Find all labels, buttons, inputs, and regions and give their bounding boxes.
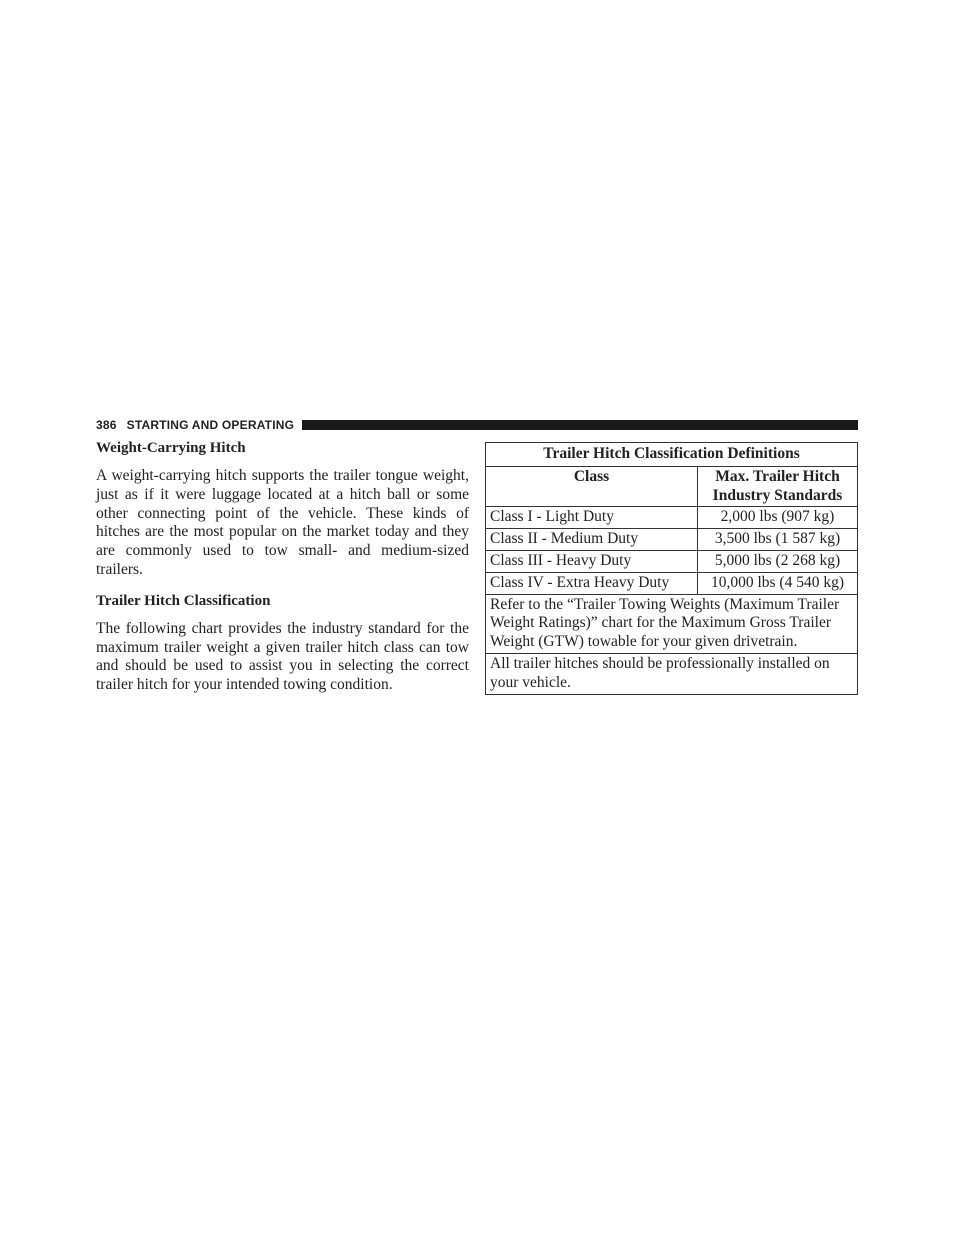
- column-header-max-weight-line2: Industry Standards: [712, 486, 843, 504]
- table-note-installation: All trailer hitches should be professionally installed on your vehicle.: [486, 653, 858, 694]
- table-note-row: [486, 653, 858, 694]
- table-note-row: [486, 594, 858, 653]
- table-header-row: [486, 466, 858, 507]
- table-row: [486, 507, 858, 529]
- page-header: [96, 417, 858, 433]
- weight-cell: 10,000 lbs (4 540 kg): [698, 572, 858, 594]
- table-row: [486, 572, 858, 594]
- section-title: STARTING AND OPERATING: [126, 418, 295, 432]
- table-note-gtw: Refer to the “Trailer Towing Weights (Maximum Trailer Weight Ratings)” chart for the Maximum Gross Trailer Weight (GTW) towable for your given drivetrain.: [486, 594, 858, 653]
- page-number: 386: [96, 418, 117, 432]
- table-title: Trailer Hitch Classification Definitions: [486, 443, 858, 467]
- column-header-class: Class: [486, 466, 698, 507]
- weight-cell: 5,000 lbs (2 268 kg): [698, 550, 858, 572]
- left-column: [96, 437, 469, 695]
- column-header-max-weight: [698, 466, 858, 507]
- header-rule: [302, 420, 858, 430]
- heading-trailer-hitch-classification: Trailer Hitch Classification: [96, 592, 271, 609]
- weight-cell: 2,000 lbs (907 kg): [698, 507, 858, 529]
- table-title-row: [486, 443, 858, 467]
- heading-weight-carrying-hitch: Weight-Carrying Hitch: [96, 440, 246, 456]
- paragraph-trailer-hitch-classification: The following chart provides the industry standard for the maximum trailer weight a given trailer hitch class can tow and should be used to assist you in selecting the correct trailer hitch for your intended towing condition.: [96, 619, 469, 694]
- weight-cell: 3,500 lbs (1 587 kg): [698, 529, 858, 551]
- class-cell: Class IV - Extra Heavy Duty: [486, 572, 698, 594]
- class-cell: Class II - Medium Duty: [486, 529, 698, 551]
- column-header-max-weight-line1: Max. Trailer Hitch: [715, 467, 840, 485]
- class-cell: Class I - Light Duty: [486, 507, 698, 529]
- table-row: [486, 550, 858, 572]
- hitch-classification-table: [485, 442, 858, 695]
- class-cell: Class III - Heavy Duty: [486, 550, 698, 572]
- table-row: [486, 529, 858, 551]
- paragraph-weight-carrying-hitch: A weight-carrying hitch supports the trailer tongue weight, just as if it were luggage located at a hitch ball or some other connecting point of the vehicle. These kinds of hitches are the most popular on the market today and they are commonly used to tow small- and medium-sized trailers.: [96, 467, 469, 578]
